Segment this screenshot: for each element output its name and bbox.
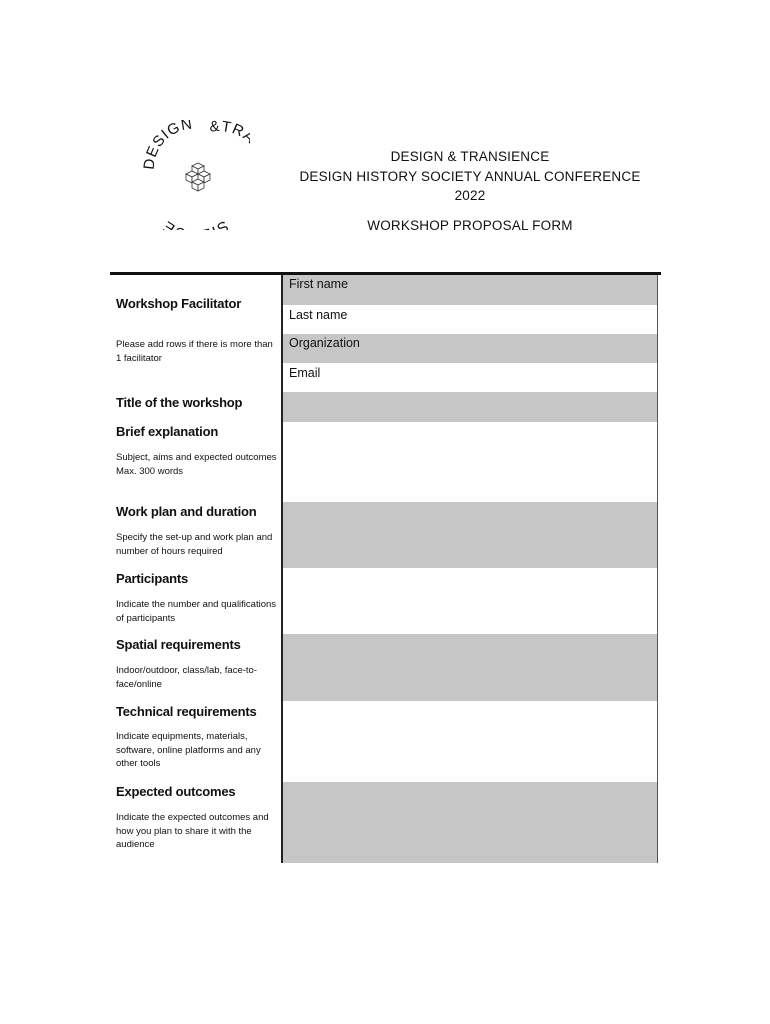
spatial-requirements-field[interactable] [283, 634, 657, 701]
expected-outcomes-field[interactable] [283, 782, 657, 863]
form-header [280, 147, 660, 235]
technical-requirements-note: Indicate equipments, materials, software, online platforms and any other tools [116, 731, 261, 769]
svg-text:&TRAN- [209, 120, 250, 161]
conference-logo [140, 120, 250, 230]
participants-heading: Participants [116, 571, 189, 586]
last-name-field[interactable] [283, 305, 657, 335]
workshop-title-heading: Title of the workshop [116, 395, 243, 410]
organization-label: Organization [289, 336, 360, 350]
cube-cluster-icon [186, 163, 210, 191]
work-plan-heading: Work plan and duration [116, 504, 257, 519]
expected-outcomes-note: Indicate the expected outcomes and how you plan to share it with the audience [116, 812, 269, 850]
work-plan-field[interactable] [283, 502, 657, 568]
facilitator-heading: Workshop Facilitator [116, 296, 242, 311]
form-right-border [657, 275, 658, 863]
organization-field[interactable] [283, 334, 657, 363]
expected-outcomes-heading: Expected outcomes [116, 784, 236, 799]
brief-explanation-heading: Brief explanation [116, 424, 219, 439]
technical-requirements-heading: Technical requirements [116, 704, 257, 719]
email-label: Email [289, 366, 321, 380]
brief-explanation-field[interactable] [283, 422, 657, 503]
form-title: WORKSHOP PROPOSAL FORM [367, 217, 573, 233]
last-name-label: Last name [289, 308, 348, 322]
logo-graphic [140, 120, 250, 230]
logo-word-1: DESIGN [140, 120, 195, 171]
spatial-requirements-heading: Spatial requirements [116, 637, 241, 652]
conference-theme: DESIGN & TRANSIENCE [390, 149, 550, 164]
brief-explanation-note: Subject, aims and expected outcomes Max. 300 words [116, 452, 277, 477]
technical-requirements-field[interactable] [283, 701, 657, 783]
column-divider [281, 275, 283, 863]
spatial-requirements-note: Indoor/outdoor, class/lab, face-to-face/online [116, 665, 257, 690]
workshop-title-field[interactable] [283, 392, 657, 422]
conference-name: DESIGN HISTORY SOCIETY ANNUAL CONFERENCE [299, 168, 641, 184]
logo-word-3: S E [159, 216, 232, 230]
facilitator-note: Please add rows if there is more than 1 facilitator [116, 339, 273, 364]
participants-field[interactable] [283, 568, 657, 635]
work-plan-note: Specify the set-up and work plan and number of hours required [116, 532, 273, 557]
first-name-label: First name [289, 277, 349, 291]
email-field[interactable] [283, 363, 657, 393]
first-name-field[interactable] [283, 275, 657, 305]
svg-text:DESIGN [141, 120, 194, 170]
conference-year: 2022 [454, 188, 486, 203]
svg-text:SIENCE [160, 217, 232, 230]
logo-word-2: &TR [208, 120, 248, 141]
participants-note: Indicate the number and qualifications of participants [116, 599, 277, 624]
